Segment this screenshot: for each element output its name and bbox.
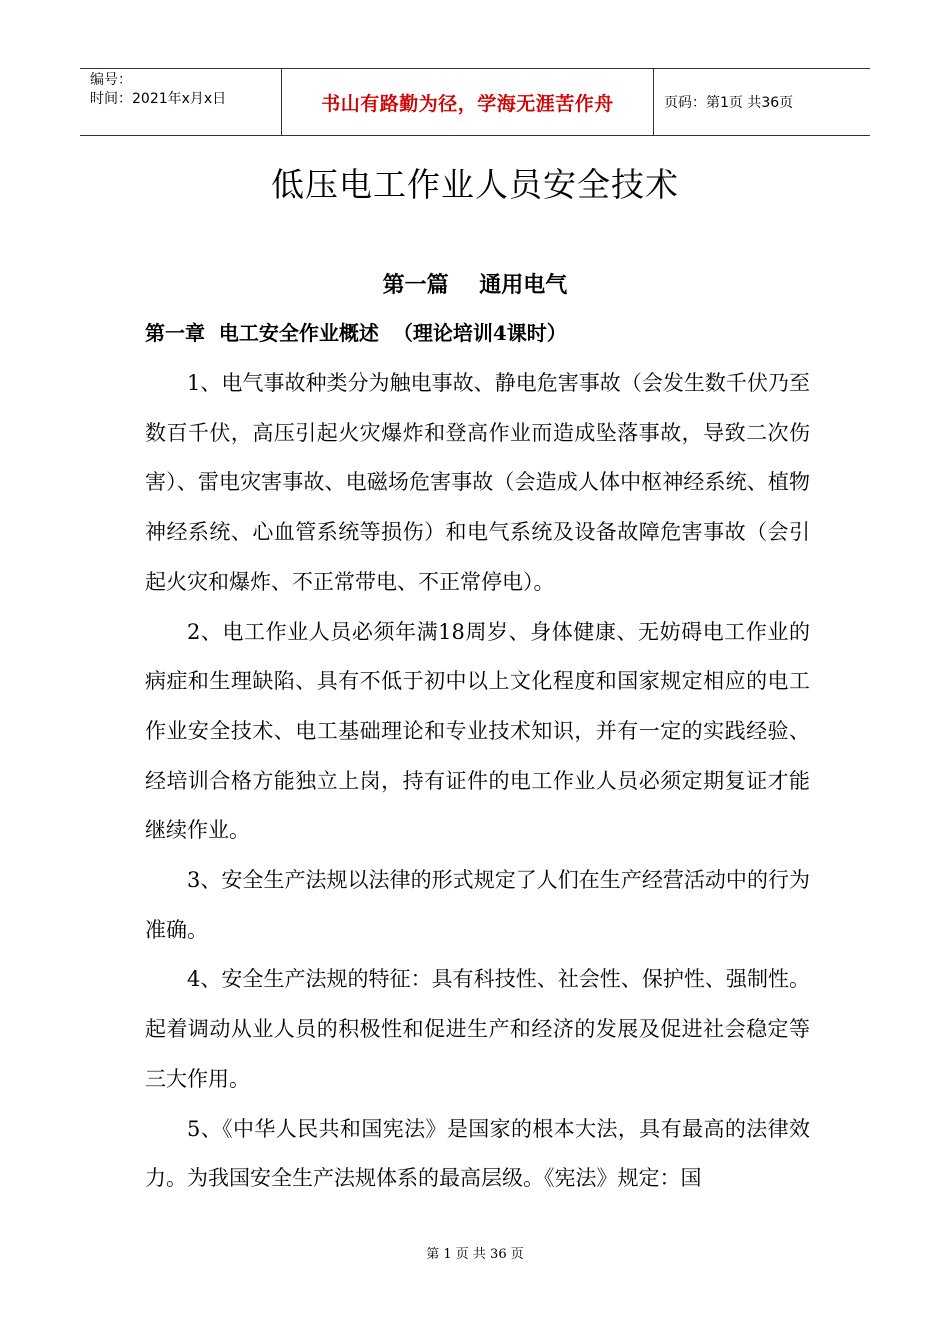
paragraph-5: 5、《中华人民共和国宪法》是国家的根本大法，具有最高的法律效力。为我国安全生产法规体系的最高层级。《宪法》规定：国 (145, 1116, 810, 1191)
document-title: 低压电工作业人员安全技术 (271, 165, 679, 204)
page-header (80, 68, 870, 136)
paragraph-4: 4、安全生产法规的特征：具有科技性、社会性、保护性、强制性。起着调动从业人员的积极性和促进生产和经济的发展及促进社会稳定等三大作用。 (145, 967, 810, 1091)
header-page-cell (654, 69, 870, 135)
paragraph-3: 3、安全生产法规以法律的形式规定了人们在生产经营活动中的行为准确。 (145, 868, 810, 942)
body-text (145, 359, 810, 1204)
paragraph-2: 2、电工作业人员必须年满18周岁、身体健康、无妨碍电工作业的病症和生理缺陷、具有不低于初中以上文化程度和国家规定相应的电工作业安全技术、电工基础理论和专业技术知识，并有一定的实践经验、经培训合格方能独立上岗，持有证件的电工作业人员必须定期复证才能继续作业。 (145, 619, 810, 843)
header-page-info: 页码：第1页 共36页 (664, 95, 794, 111)
header-motto: 书山有路勤为径，学海无涯苦作舟 (321, 92, 614, 115)
chapter-title: 第一章 电工安全作业概述 （理论培训4课时） (145, 321, 567, 345)
page-footer: 第 1 页 共 36 页 (426, 1247, 524, 1262)
document-number-label: 编号： (90, 72, 132, 88)
header-meta-cell (80, 69, 282, 135)
header-motto-cell (282, 69, 654, 135)
paragraph-1: 1、电气事故种类分为触电事故、静电危害事故（会发生数千伏乃至数百千伏，高压引起火灾爆炸和登高作业而造成坠落事故，导致二次伤害）、雷电灾害事故、电磁场危害事故（会造成人体中枢神经系统、植物神经系统、心血管系统等损伤）和电气系统及设备故障危害事故（会引起火灾和爆炸、不正常带电、不正常停电）。 (145, 371, 810, 594)
document-date-label: 时间：2021年x月x日 (90, 91, 227, 107)
part-title: 第一篇 通用电气 (382, 272, 568, 298)
